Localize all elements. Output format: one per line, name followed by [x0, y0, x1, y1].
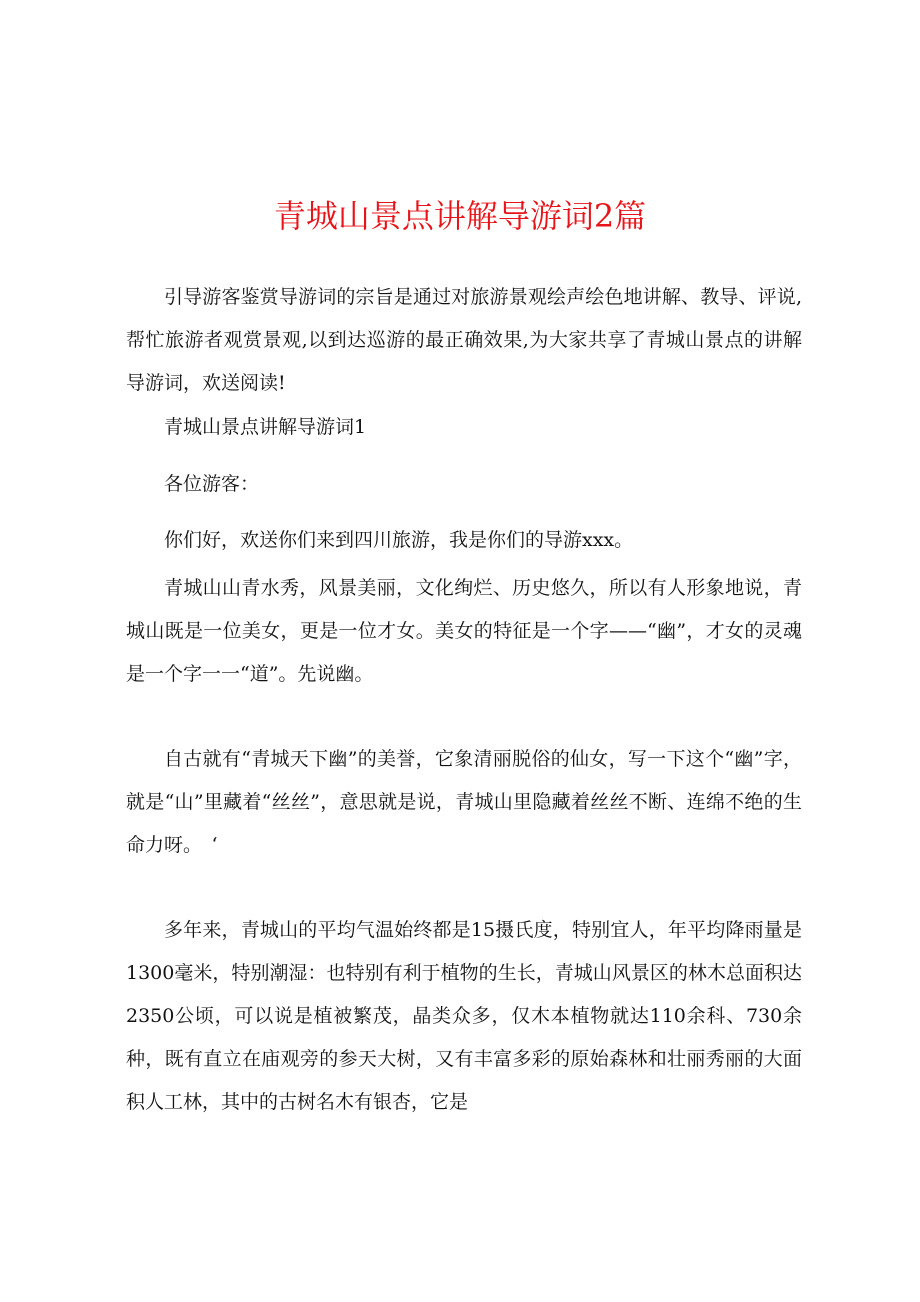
climate-paragraph: 多年来，青城山的平均气温始终都是15摄氏度，特别宜人，年平均降雨量是1300毫米，特别潮湿：也特别有利于植物的生长，青城山风景区的林木总面积达2350公顷，可以说是植被繁茂，晶类众多，仅木本植物就达110余科、730余种，既有直立在庙观旁的参天大树，又有丰富多彩的原始森林和壮丽秀丽的大面积人工林，其中的古树名木有银杏，它是	[126, 919, 802, 1113]
scenery-paragraph: 青城山山青水秀，风景美丽，文化绚烂、历史悠久，所以有人形象地说，青城山既是一位美女，更是一位才女。美女的特征是一个字——“幽”，才女的灵魂是一个字一一“道”。先说幽。	[126, 577, 802, 685]
hello-paragraph: 你们好，欢送你们来到四川旅游，我是你们的导游xxx。	[164, 529, 634, 551]
greeting-paragraph: 各位游客：	[164, 473, 260, 495]
ancient-fame-paragraph: 自古就有“青城天下幽”的美誉，它象清丽脱俗的仙女，写一下这个“幽”字，就是“山”里藏着“丝丝”，意思就是说，青城山里隐藏着丝丝不断、连绵不绝的生命力呀。 ‘	[126, 748, 802, 856]
document-title: 青城山景点讲解导游词2篇	[273, 197, 647, 235]
section-heading-1: 青城山景点讲解导游词1	[164, 416, 367, 438]
intro-paragraph: 引导游客鉴赏导游词的宗旨是通过对旅游景观绘声绘色地讲解、教导、评说,帮忙旅游者观赏景观,以到达巡游的最正确效果,为大家共享了青城山景点的讲解导游词，欢送阅读!	[126, 286, 802, 394]
